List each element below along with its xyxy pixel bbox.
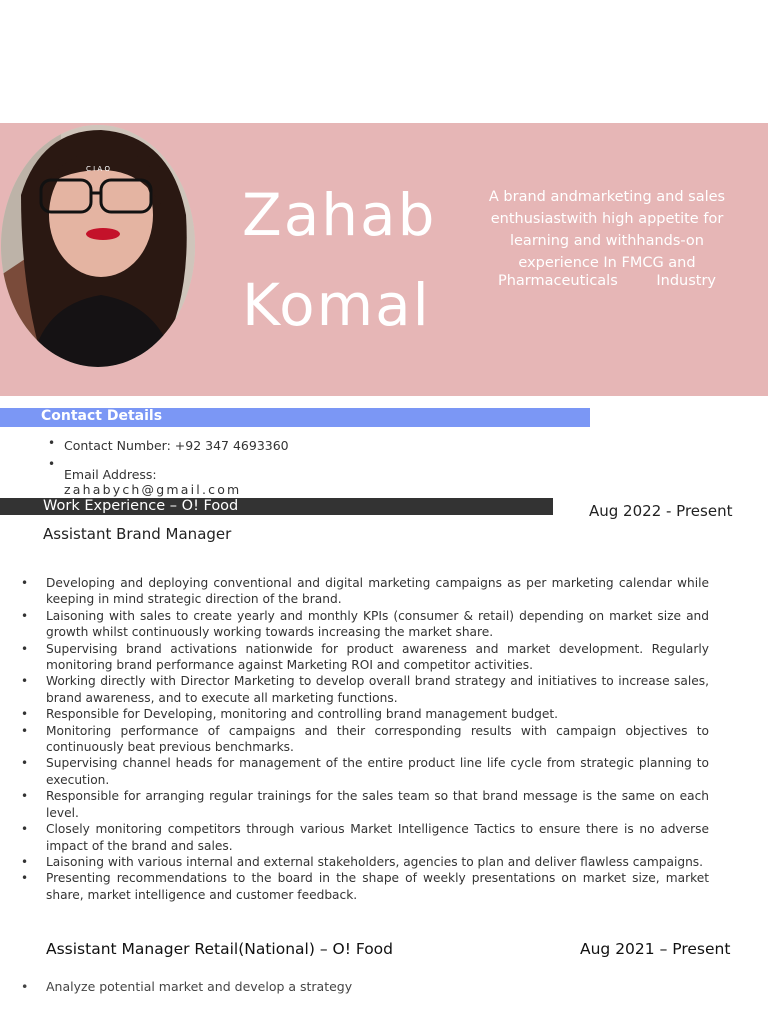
- bullet-icon: •: [21, 871, 29, 886]
- contact-section-title: Contact Details: [41, 408, 163, 424]
- contact-phone: [48, 438, 289, 453]
- contact-email-label: Email Address:: [64, 467, 157, 482]
- contact-phone-text: Contact Number: +92 347 4693360: [64, 438, 289, 453]
- full-name: [242, 170, 436, 350]
- list-item: • Closely monitoring competitors through various Market Intelligence Tactics to ensure there is no adverse impact of the brand and sales.: [21, 822, 709, 853]
- bullet-icon: •: [21, 822, 29, 837]
- bullet-icon: •: [21, 979, 29, 994]
- bullet-icon: •: [21, 576, 29, 590]
- profile-photo: [1, 125, 195, 367]
- list-item: • Monitoring performance of campaigns and their corresponding results with campaign objectives to continuously beat previous benchmarks.: [21, 723, 709, 755]
- list-item: • Laisoning with various internal and external stakeholders, agencies to plan and deliver flawless campaigns.: [21, 854, 704, 869]
- contact-list: [48, 438, 289, 497]
- job-date: Aug 2022 - Present: [589, 502, 733, 520]
- list-item: • Supervising channel heads for management of the entire product line life cycle from strategic planning to execution.: [21, 756, 709, 787]
- bullet-icon: •: [21, 674, 29, 689]
- svg-text:C I A O: C I A O: [86, 165, 110, 173]
- list-item: • Presenting recommendations to the board in the shape of weekly presentations on market size, market share, market intelligence and customer feedback.: [21, 871, 709, 902]
- bullet-icon: •: [21, 641, 29, 656]
- bullet-icon: •: [21, 723, 29, 738]
- job-title: Assistant Brand Manager: [43, 525, 232, 543]
- list-item: • Developing and deploying conventional and digital marketing campaigns as per marketing calendar while keeping in mind strategic direction of the brand.: [21, 576, 709, 607]
- bullet-icon: •: [21, 756, 29, 771]
- list-item: • Working directly with Director Marketing to develop overall brand strategy and initiatives to increase sales, brand awareness, and to execute all marketing functions.: [21, 674, 709, 705]
- job-title-2: Assistant Manager Retail(National) – O! Food: [46, 940, 394, 958]
- list-item: • Supervising brand activations nationwide for product awareness and market development. Regularly monitoring brand performance against Marketing ROI and competitor activities.: [21, 641, 709, 673]
- bullet-icon: •: [21, 854, 29, 869]
- profile-tagline: [468, 186, 746, 288]
- tagline-line: Pharmaceuticals Industry: [497, 273, 717, 289]
- list-item: • Responsible for Developing, monitoring and controlling brand management budget.: [21, 707, 559, 722]
- bullet-icon: •: [48, 436, 56, 450]
- bullet-icon: •: [21, 707, 29, 722]
- last-name: Komal: [242, 271, 431, 339]
- tagline-line: experience In FMCG and: [518, 255, 696, 271]
- list-item: • Responsible for arranging regular trainings for the sales team so that brand message is the same on each level.: [21, 789, 709, 820]
- bullet-icon: •: [21, 608, 29, 623]
- contact-email: [48, 459, 289, 497]
- job-date-2: Aug 2021 – Present: [580, 940, 731, 958]
- bullet-icon: •: [21, 789, 29, 804]
- first-name: Zahab: [242, 181, 437, 249]
- work-section-title: Work Experience – O! Food: [43, 498, 239, 514]
- contact-email-value[interactable]: zahabych@gmail.com: [64, 482, 242, 497]
- tagline-line: enthusiastwith high appetite for: [490, 211, 724, 227]
- job-bullet-list: [21, 575, 709, 903]
- tagline-line: learning and withhands-on: [509, 233, 704, 249]
- list-item: • Laisoning with sales to create yearly and monthly KPIs (consumer & retail) depending on market size and growth whilst continuously working towards increasing the market share.: [21, 608, 709, 640]
- bullet-icon: •: [48, 457, 56, 471]
- tagline-line: A brand andmarketing and sales: [488, 189, 726, 205]
- job-2-bullet: • Analyze potential market and develop a strategy: [21, 979, 353, 994]
